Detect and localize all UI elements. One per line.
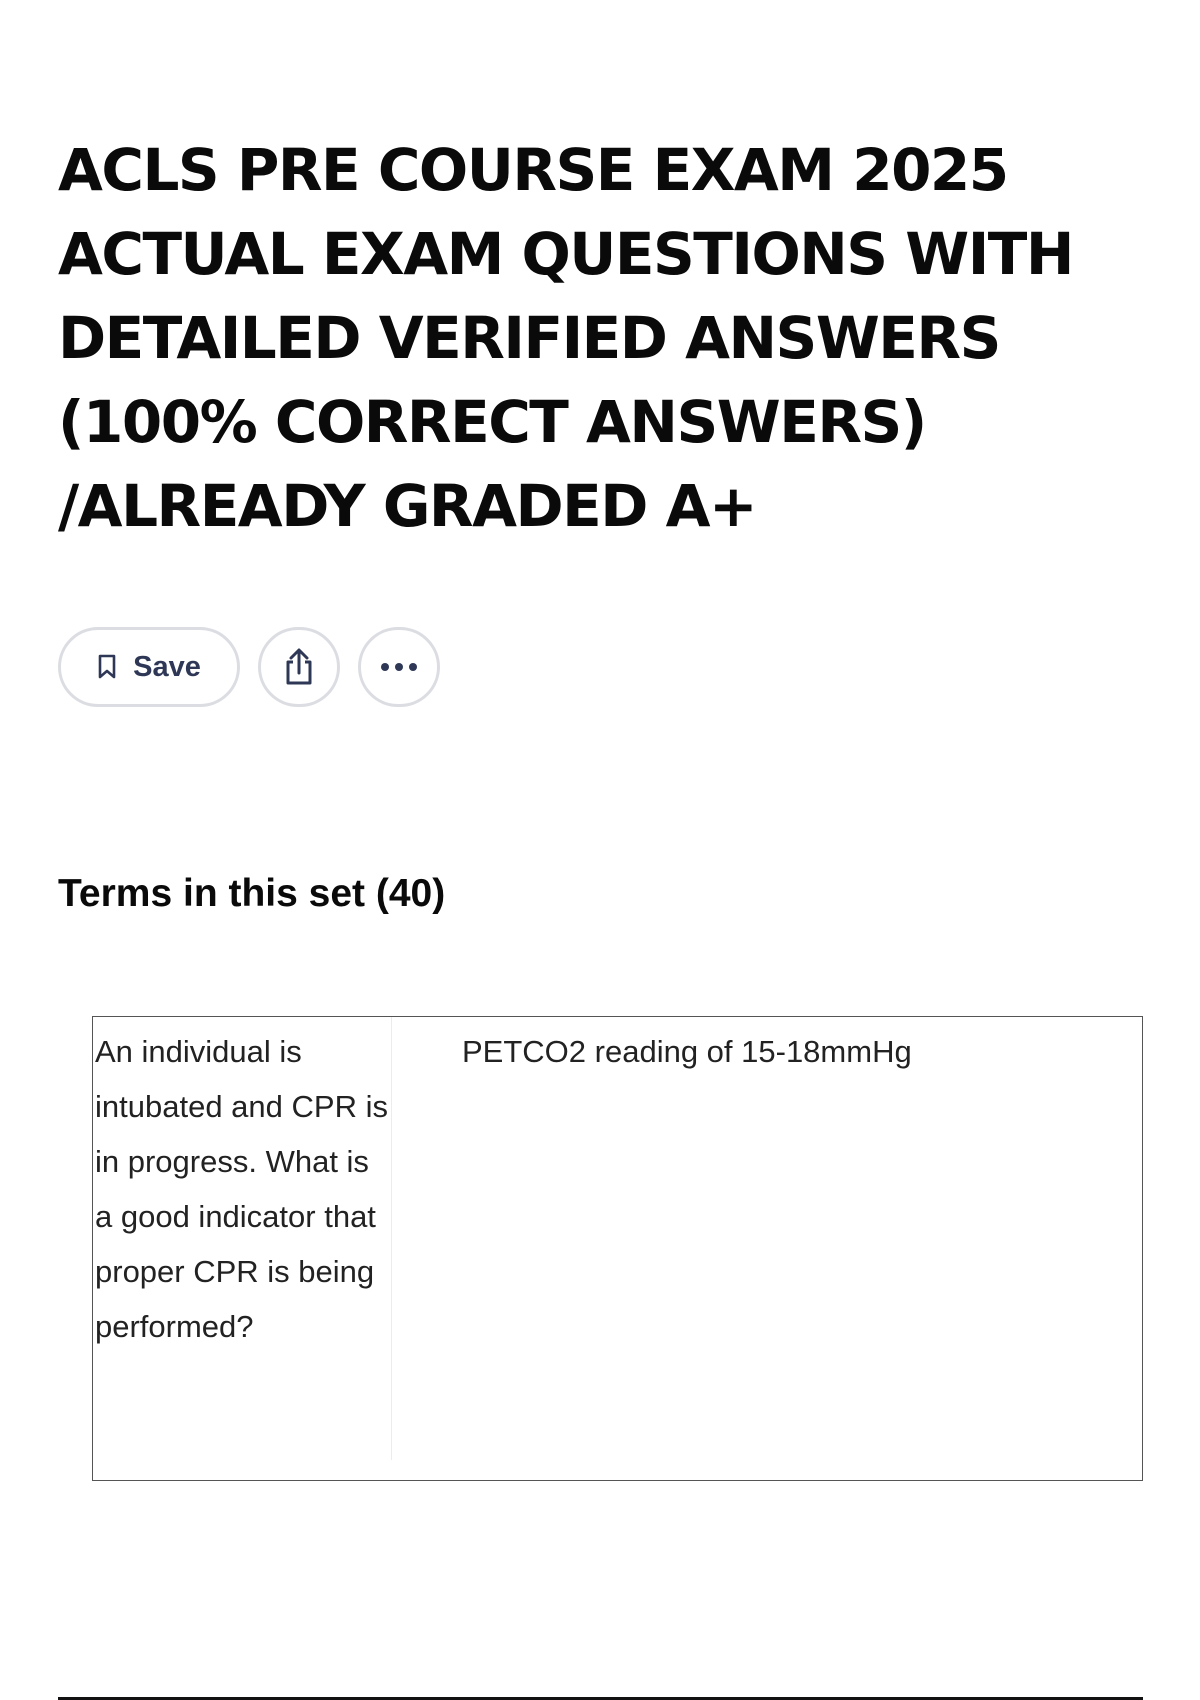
terms-section-heading: Terms in this set (40) <box>58 872 446 915</box>
action-bar <box>58 627 440 707</box>
page-title: ACLS PRE COURSE EXAM 2025 ACTUAL EXAM QUESTIONS WITH DETAILED VERIFIED ANSWERS (100% CORRECT ANSWERS) /ALREADY GRADED A+ <box>58 136 1073 540</box>
bookmark-icon <box>97 654 117 680</box>
more-options-button[interactable] <box>358 627 440 707</box>
term-text: An individual is intubated and CPR is in progress. What is a good indicator that proper CPR is being performed? <box>93 1017 392 1460</box>
save-button[interactable] <box>58 627 240 707</box>
share-icon <box>281 647 317 687</box>
more-horizontal-icon <box>379 662 419 672</box>
term-card <box>92 1016 1143 1481</box>
definition-text: PETCO2 reading of 15-18mmHg <box>462 1034 912 1069</box>
share-button[interactable] <box>258 627 340 707</box>
save-button-label: Save <box>133 650 201 683</box>
